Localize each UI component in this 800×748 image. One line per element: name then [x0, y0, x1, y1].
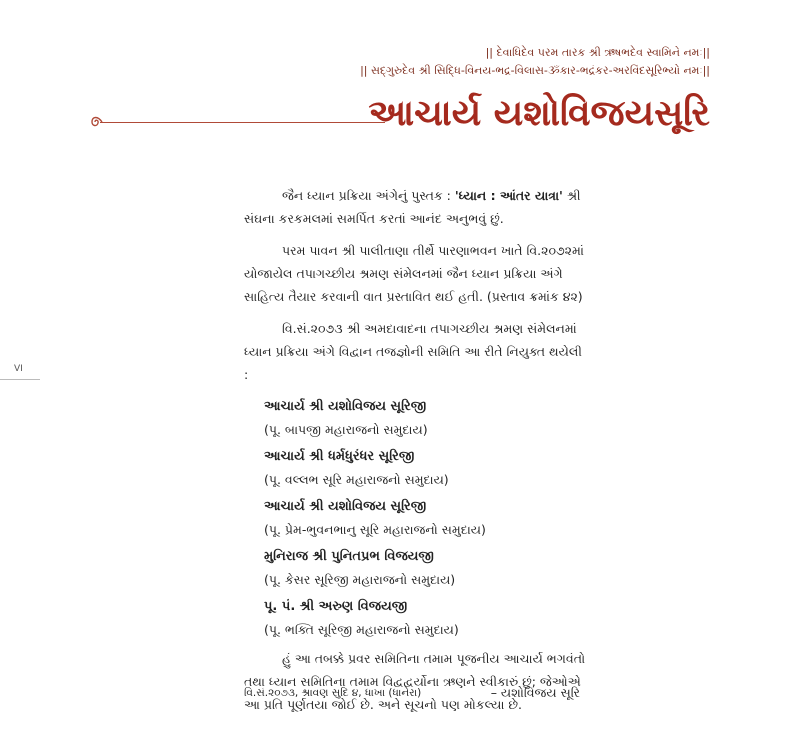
member-group: (પૂ. વલ્લભ સૂરિ મહારાજનો સમુદાય) [264, 472, 449, 487]
member-group: (પૂ. ભક્તિ સૂરિજી મહારાજનો સમુદાય) [264, 622, 459, 637]
paragraph-1 [244, 184, 589, 230]
member-name: આચાર્ય શ્રી ધર્મધુરંધર સૂરિજી [264, 449, 415, 464]
paragraph-3: વિ.સં.૨૦૭૩ શ્રી અમદાવાદના તપાગચ્છીય શ્રમણ સંમેલનમાં ધ્યાન પ્રક્રિયા અંગે વિદ્વાન તજજ્ઞોની સમિતિ આ રીતે નિયુક્ત થયેલી : [244, 321, 582, 382]
footer-signature: – યશોવિજય સૂરિ [490, 685, 580, 700]
book-title: 'ધ્યાન : આંતર યાત્રા' [454, 188, 563, 203]
member-group: (પૂ. કેસર સૂરિજી મહારાજનો સમુદાય) [264, 572, 456, 587]
page-number: VI [14, 364, 23, 374]
title-row [88, 92, 710, 144]
member-name: પૂ. પં. શ્રી અરુણ વિજયજી [264, 599, 408, 614]
page-title: આચાર્ય યશોવિજયસૂરિ [368, 92, 710, 134]
paragraph-4: હું આ તબક્કે પ્રવર સમિતિના તમામ પૂજનીય આચાર્ય ભગવંતો તથા ધ્યાન સમિતિના તમામ વિદ્વદ્વર્યોના ઋણને સ્વીકારું છું; જેઓએ આ પ્રતિ પૂર્ણતયા જોઈ છે. અને સૂચનો પણ મોકલ્યા છે. [244, 651, 586, 712]
body-text [244, 184, 589, 725]
member-name: આચાર્ય શ્રી યશોવિજય સૂરિજી [264, 499, 427, 514]
paragraph-2: પરમ પાવન શ્રી પાલીતાણા તીર્થે પારણાભવન ખાતે વિ.૨૦૭૨માં યોજાયેલ તપાગચ્છીય શ્રમણ સંમેલનમાં જૈન ધ્યાન પ્રક્રિયા અંગે સાહિત્ય તૈયાર કરવાની વાત પ્રસ્તાવિત થઈ હતી. (પ્રસ્તાવ ક્રમાંક ૪૨) [244, 243, 584, 304]
member-group: (પૂ. બાપજી મહારાજનો સમુદાય) [264, 422, 428, 437]
member-name: આચાર્ય શ્રી યશોવિજય સૂરિજી [264, 399, 427, 414]
member-group: (પૂ. પ્રેમ-ભુવનભાનુ સૂરિ મહારાજનો સમુદાય) [264, 522, 486, 537]
paragraph-1-rest: શ્રી સંઘના કરકમલમાં સમર્પિત કરતાં આનંદ અનુભવું છું. [244, 188, 581, 226]
invocation-line-1: || દેવાધિદેવ પરમ તારક શ્રી ઋષભદેવ સ્વામિને નમઃ|| [485, 46, 710, 59]
paragraph-1-text: જૈન ધ્યાન પ્રક્રિયા અંગેનું પુસ્તક : [282, 188, 455, 203]
side-rule [0, 379, 40, 380]
invocation-line-2: || સદ્ગુરુદેવ શ્રી સિદ્ધિ-વિનય-ભદ્ર-વિલાસ-ૐકાર-ભદ્રંકર-અરવિંદસૂરિભ્યો નમઃ|| [360, 64, 710, 77]
committee-list [244, 395, 589, 641]
member-name: મુનિરાજ શ્રી પુનિતપ્રભ વિજયજી [264, 549, 434, 564]
title-rule [100, 122, 385, 123]
footer-date-place: વિ.સં.૨૦૭૩, શ્રાવણ સુદિ ૪, ધાખા (ધાનેરા) [244, 687, 422, 699]
